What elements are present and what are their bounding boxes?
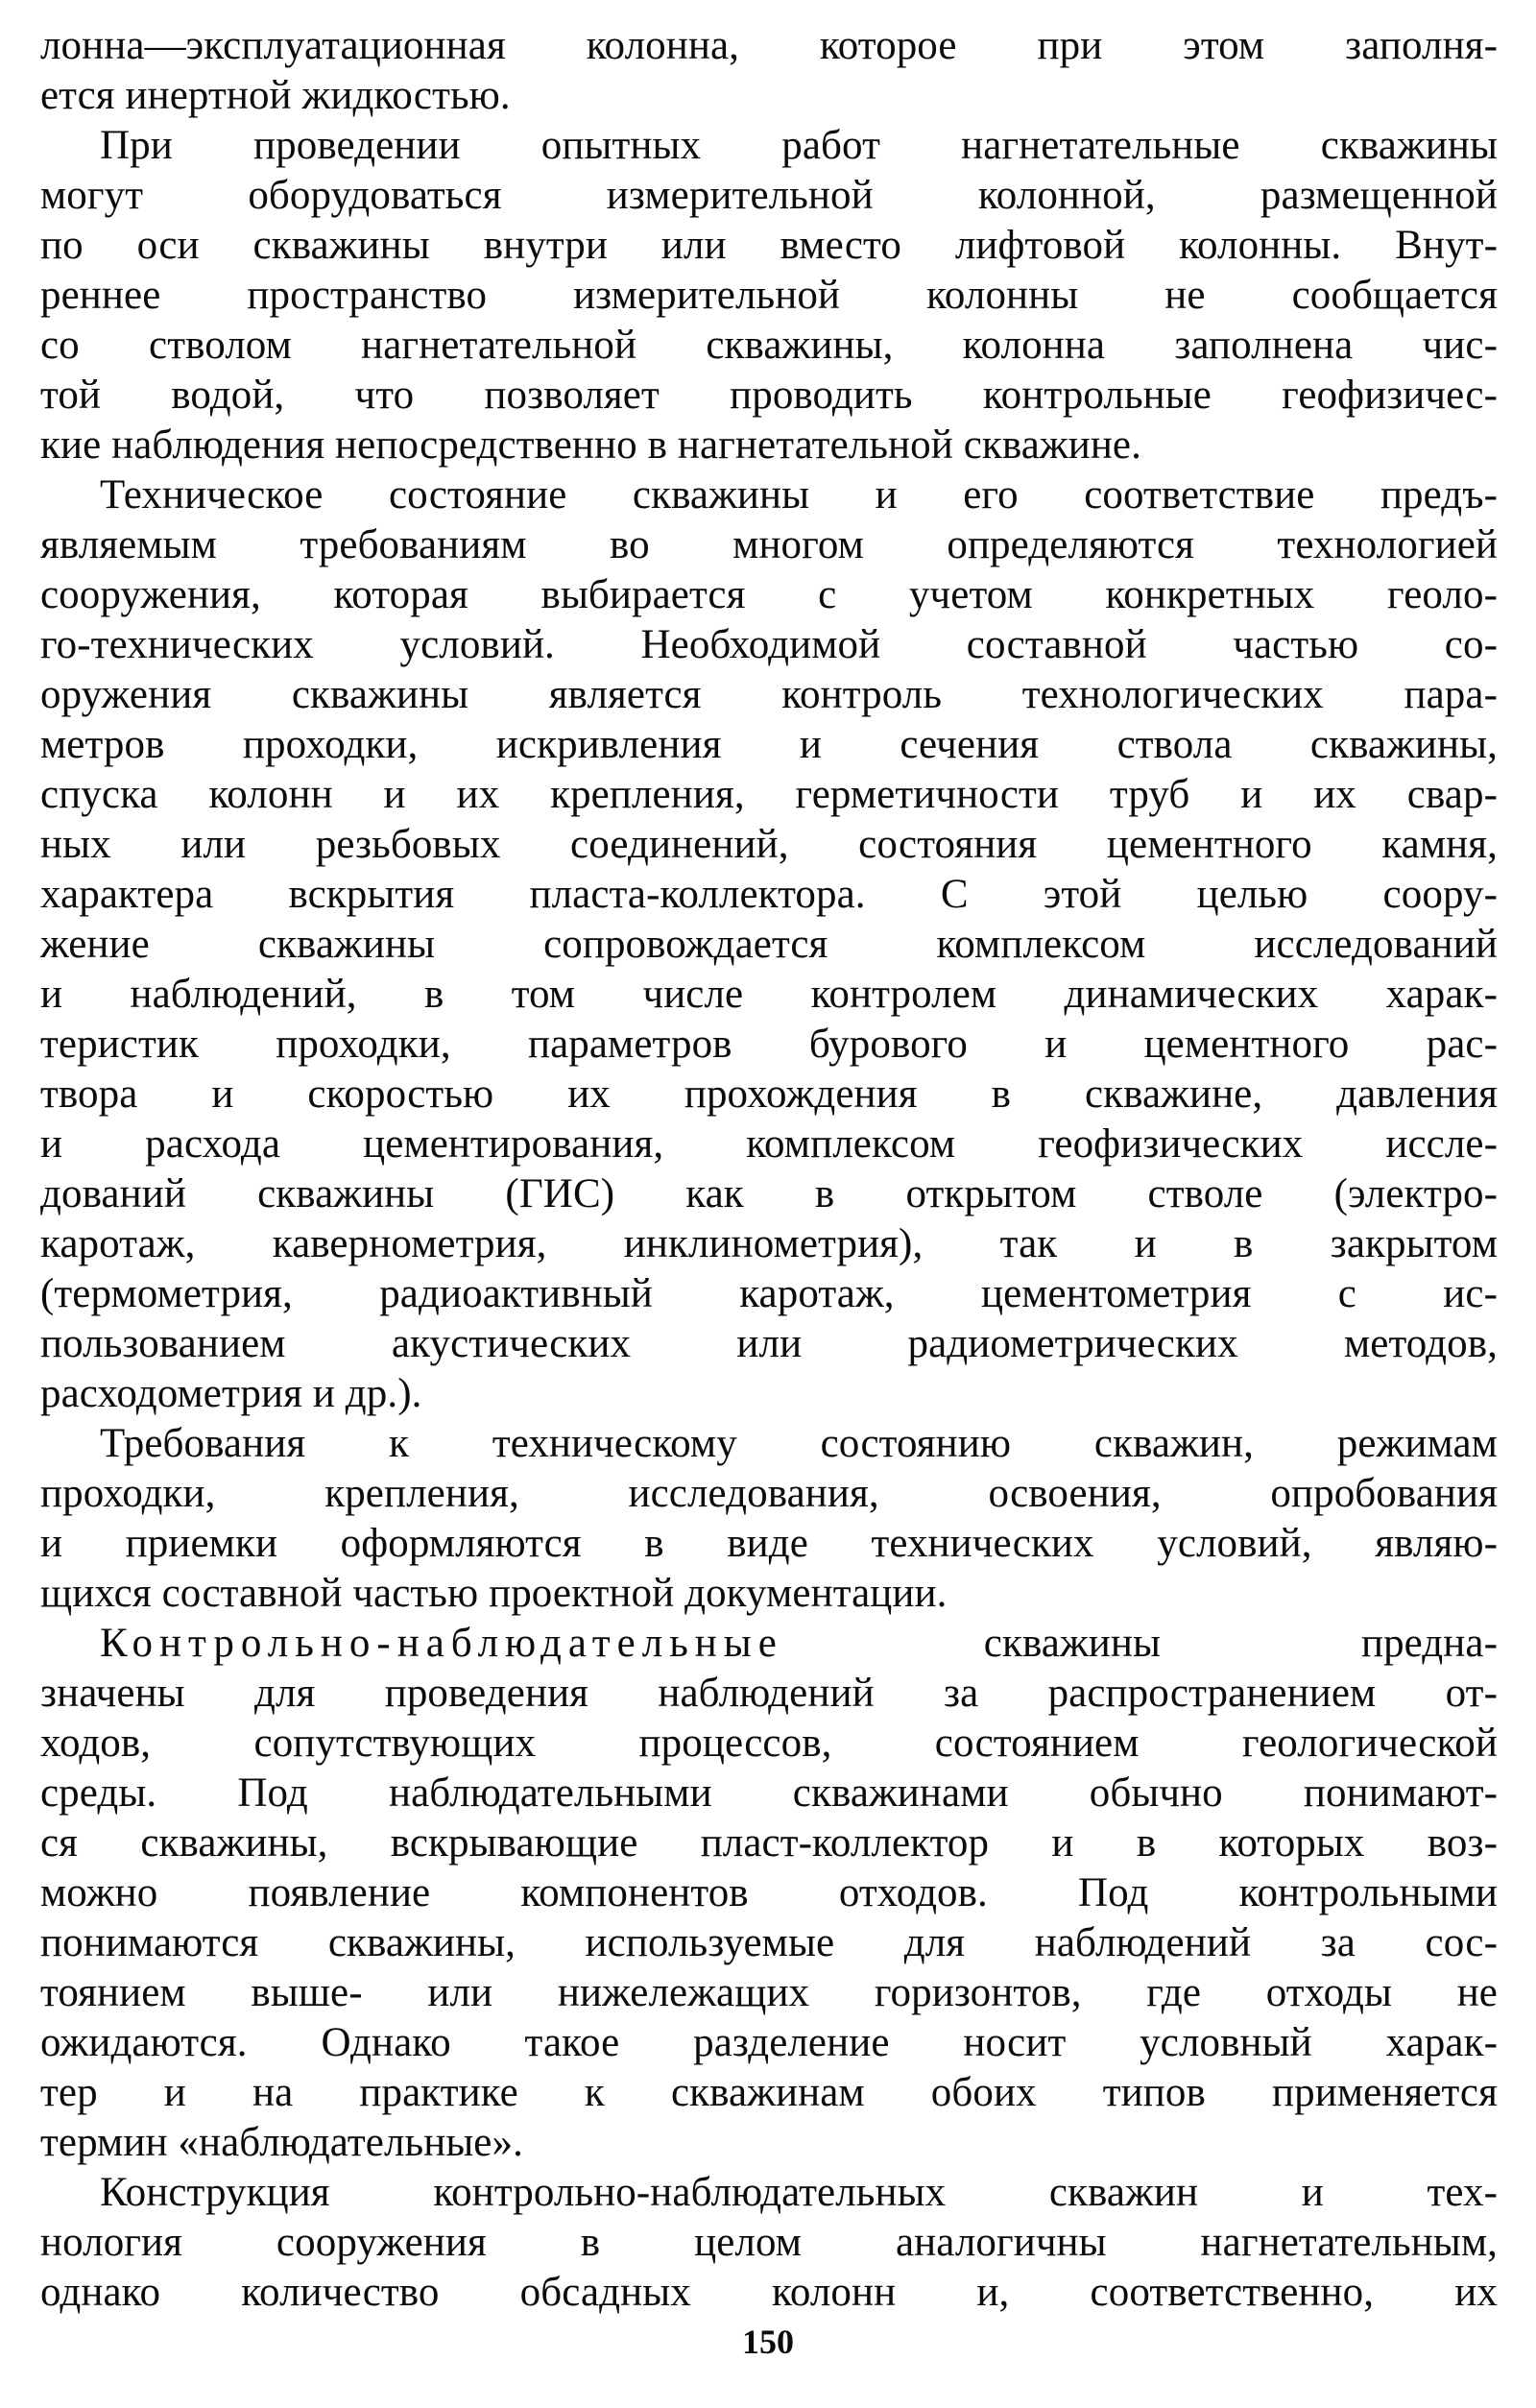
text-line: твора и скоростью их прохождения в скважине, давления	[40, 1072, 1498, 1117]
text-line: являемым требованиям во многом определяются технологией	[40, 522, 1498, 567]
text-fragment: скважины предна-	[782, 1621, 1498, 1666]
text-line: ся скважины, вскрывающие пласт-коллектор и в которых воз-	[40, 1820, 1498, 1866]
text-line: (термометрия, радиоактивный каротаж, цементометрия с ис-	[40, 1271, 1498, 1316]
paragraph-technical-state	[40, 470, 1498, 1419]
paragraph-observation-wells	[40, 1619, 1498, 2168]
text-line: и наблюдений, в том числе контролем динамических харак-	[40, 972, 1498, 1017]
text-line: спуска колонн и их крепления, герметичности труб и их свар-	[40, 772, 1498, 817]
text-line: ется инертной жидкостью.	[40, 73, 511, 118]
text-line: дований скважины (ГИС) как в открытом стволе (электро-	[40, 1171, 1498, 1216]
text-line: При проведении опытных работ нагнетательные скважины	[100, 123, 1498, 168]
text-line: по оси скважины внутри или вместо лифтовой колонны. Внут-	[40, 223, 1498, 268]
text-line: можно появление компонентов отходов. Под контрольными	[40, 1870, 1498, 1915]
text-line: однако количество обсадных колонн и, соответственно, их	[40, 2270, 1498, 2315]
text-line: значены для проведения наблюдений за распространением от-	[40, 1671, 1498, 1716]
emphasized-term: Контрольно-наблюдательные	[100, 1621, 783, 1666]
text-line: со стволом нагнетательной скважины, колонна заполнена чис-	[40, 323, 1498, 368]
text-line: ходов, сопутствующих процессов, состоянием геологической	[40, 1721, 1498, 1766]
text-line: тоянием выше- или нижележащих горизонтов, где отходы не	[40, 1970, 1498, 2015]
text-line: Требования к техническому состоянию скважин, режимам	[100, 1421, 1498, 1466]
text-line: той водой, что позволяет проводить контрольные геофизичес-	[40, 373, 1498, 418]
text-line: понимаются скважины, используемые для наблюдений за сос-	[40, 1920, 1498, 1965]
text-line: го-технических условий. Необходимой составной частью со-	[40, 622, 1498, 667]
text-line: и приемки оформляются в виде технических условий, являю-	[40, 1521, 1498, 1566]
paragraph-construction	[40, 2168, 1498, 2318]
text-line: проходки, крепления, исследования, освоения, опробования	[40, 1471, 1498, 1516]
book-page	[40, 21, 1498, 2318]
text-line: пользованием акустических или радиометрических методов,	[40, 1321, 1498, 1366]
text-line: ожидаются. Однако такое разделение носит условный харак-	[40, 2020, 1498, 2065]
text-line: и расхода цементирования, комплексом геофизических иссле-	[40, 1121, 1498, 1167]
text-line: сооружения, которая выбирается с учетом конкретных геоло-	[40, 572, 1498, 617]
text-line: могут оборудоваться измерительной колонной, размещенной	[40, 173, 1498, 218]
text-line: оружения скважины является контроль технологических пара-	[40, 672, 1498, 717]
text-line: метров проходки, искривления и сечения ствола скважины,	[40, 722, 1498, 767]
text-line: каротаж, кавернометрия, инклинометрия), так и в закрытом	[40, 1221, 1498, 1266]
text-line-lead	[40, 1619, 1498, 1669]
paragraph-measuring-column	[40, 121, 1498, 470]
text-line: характера вскрытия пласта-коллектора. С этой целью соору-	[40, 872, 1498, 917]
text-line: тер и на практике к скважинам обоих типов применяется	[40, 2070, 1498, 2115]
text-line: кие наблюдения непосредственно в нагнетательной скважине.	[40, 422, 1141, 468]
text-line: жение скважины сопровождается комплексом исследований	[40, 922, 1498, 967]
text-line: Конструкция контрольно-наблюдательных скважин и тех-	[100, 2170, 1498, 2215]
text-line: Техническое состояние скважины и его соответствие предъ-	[100, 472, 1498, 518]
text-line: ных или резьбовых соединений, состояния цементного камня,	[40, 822, 1498, 867]
paragraph-requirements	[40, 1419, 1498, 1619]
text-line: теристик проходки, параметров бурового и цементного рас-	[40, 1022, 1498, 1067]
text-line: нология сооружения в целом аналогичны нагнетательным,	[40, 2220, 1498, 2265]
text-line: расходометрия и др.).	[40, 1371, 422, 1416]
paragraph-continuation	[40, 21, 1498, 121]
text-line: щихся составной частью проектной документации.	[40, 1571, 948, 1616]
text-line: среды. Под наблюдательными скважинами обычно понимают-	[40, 1770, 1498, 1816]
text-line: термин «наблюдательные».	[40, 2120, 523, 2165]
page-number: 150	[742, 2323, 794, 2361]
text-line: реннее пространство измерительной колонны не сообщается	[40, 273, 1498, 318]
text-line: лонна—эксплуатационная колонна, которое при этом заполня-	[40, 23, 1498, 68]
